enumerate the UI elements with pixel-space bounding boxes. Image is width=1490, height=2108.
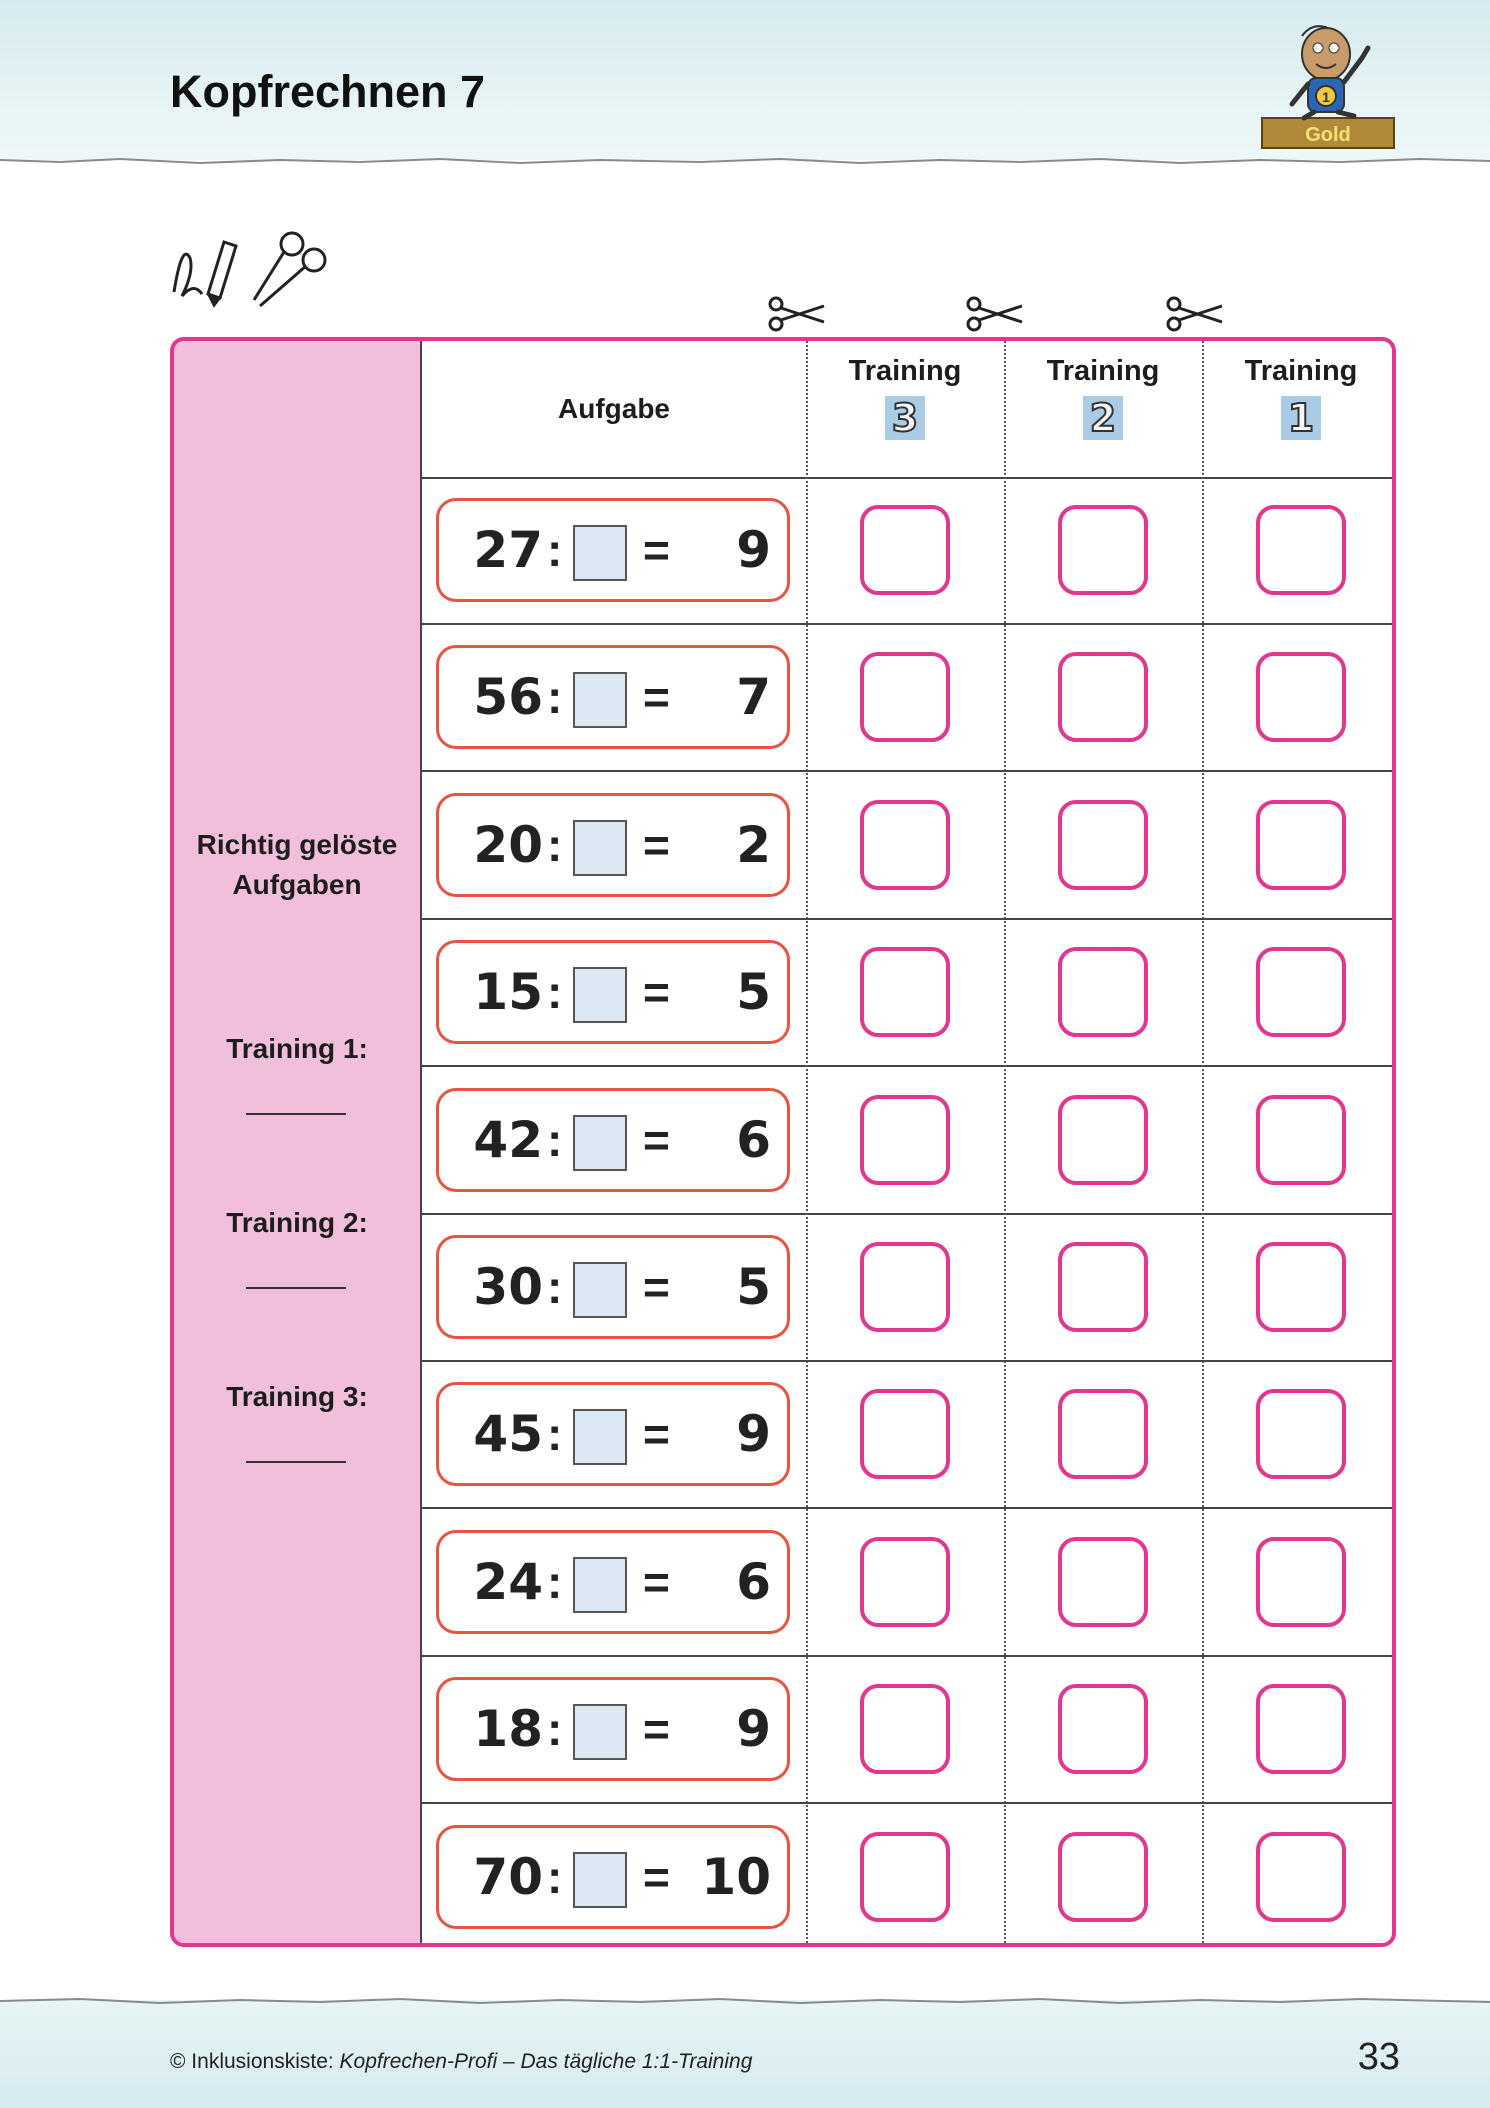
dividend: 27 [473, 521, 543, 579]
training-3-answer-box[interactable] [860, 800, 950, 890]
training-header-2 [1004, 341, 1202, 477]
division-sign: : [547, 818, 563, 871]
aufgabe-header: Aufgabe [558, 393, 670, 424]
dividend: 70 [473, 1847, 543, 1906]
answer-box[interactable] [573, 672, 627, 728]
task-row [422, 1361, 1396, 1509]
badge-label: Gold [1305, 124, 1351, 146]
side-training-2-label: Training 2: [226, 1207, 368, 1238]
division-sign: : [547, 1113, 563, 1166]
equals-sign: = [643, 1703, 670, 1756]
task-equation [436, 1235, 790, 1339]
worksheet-table [170, 337, 1396, 1947]
result: 2 [736, 815, 771, 874]
task-row [422, 477, 1396, 625]
division-sign: : [547, 1408, 563, 1461]
task-row [422, 1656, 1396, 1804]
equals-sign: = [643, 524, 670, 576]
equals-sign: = [643, 1555, 670, 1608]
training-2-answer-box[interactable] [1058, 1684, 1148, 1774]
answer-box[interactable] [573, 1262, 627, 1318]
side-training-3-label: Training 3: [226, 1381, 368, 1412]
training-3-answer-box[interactable] [860, 1242, 950, 1332]
task-row [422, 1214, 1396, 1362]
mascot-gold-medal-icon [1258, 18, 1398, 153]
answer-box[interactable] [573, 967, 627, 1023]
training-1-answer-box[interactable] [1256, 1684, 1346, 1774]
training-header-label: Training [1244, 355, 1358, 387]
answer-box[interactable] [573, 1115, 627, 1171]
task-equation [436, 1530, 790, 1634]
training-3-answer-box[interactable] [860, 1537, 950, 1627]
training-3-score-line[interactable] [246, 1461, 346, 1463]
result: 9 [736, 1405, 771, 1464]
result: 6 [736, 1552, 771, 1611]
task-equation [436, 1382, 790, 1486]
copyright-prefix: © Inklusionskiste: [170, 2050, 340, 2073]
training-2-answer-box[interactable] [1058, 1242, 1148, 1332]
torn-edge-bottom [0, 1996, 1490, 2006]
result: 6 [736, 1110, 771, 1169]
training-1-answer-box[interactable] [1256, 1389, 1346, 1479]
answer-box[interactable] [573, 820, 627, 876]
dividend: 24 [473, 1552, 543, 1611]
task-equation [436, 645, 790, 749]
training-1-answer-box[interactable] [1256, 1242, 1346, 1332]
training-3-answer-box[interactable] [860, 947, 950, 1037]
task-equation [436, 498, 790, 602]
training-2-answer-box[interactable] [1058, 947, 1148, 1037]
page-title: Kopfrechnen 7 [170, 66, 486, 117]
training-1-answer-box[interactable] [1256, 505, 1346, 595]
division-sign: : [547, 1850, 563, 1903]
training-number-badge: 2 [1083, 396, 1123, 440]
training-2-answer-box[interactable] [1058, 800, 1148, 890]
side-heading-line2: Aufgaben [232, 869, 362, 900]
torn-edge-top [0, 156, 1490, 166]
training-1-score-line[interactable] [246, 1113, 346, 1115]
result: 5 [736, 1258, 771, 1316]
training-2-answer-box[interactable] [1058, 1389, 1148, 1479]
task-row [422, 624, 1396, 772]
training-2-answer-box[interactable] [1058, 1095, 1148, 1185]
pencil-write-icon [174, 242, 236, 306]
cut-line-3 [1202, 341, 1204, 1943]
side-heading-line1: Richtig gelöste [196, 829, 398, 860]
task-equation [436, 940, 790, 1044]
training-number-badge: 1 [1281, 396, 1321, 440]
scissors-icon-cut-3 [1160, 292, 1226, 338]
table-header-row [422, 341, 1396, 479]
medal-rank: 1 [1322, 89, 1330, 105]
training-1-answer-box[interactable] [1256, 1095, 1346, 1185]
training-number-badge: 3 [885, 396, 925, 440]
task-equation [436, 1825, 790, 1929]
task-row [422, 1509, 1396, 1657]
equals-sign: = [643, 818, 670, 871]
task-row [422, 1067, 1396, 1215]
equals-sign: = [643, 1113, 670, 1166]
tool-icons [168, 222, 338, 312]
division-sign: : [547, 524, 563, 576]
training-3-answer-box[interactable] [860, 505, 950, 595]
training-3-answer-box[interactable] [860, 1389, 950, 1479]
training-3-answer-box[interactable] [860, 1832, 950, 1922]
dividend: 45 [473, 1405, 543, 1464]
dividend: 20 [473, 815, 543, 874]
training-1-answer-box[interactable] [1256, 947, 1346, 1037]
answer-box[interactable] [573, 1704, 627, 1760]
result: 9 [736, 1700, 771, 1759]
dividend: 30 [473, 1258, 543, 1316]
task-equation [436, 1088, 790, 1192]
training-3-answer-box[interactable] [860, 1684, 950, 1774]
equals-sign: = [643, 1261, 670, 1313]
training-2-answer-box[interactable] [1058, 1537, 1148, 1627]
dividend: 18 [473, 1700, 543, 1759]
cut-line-1 [806, 341, 808, 1943]
training-2-answer-box[interactable] [1058, 1832, 1148, 1922]
training-2-answer-box[interactable] [1058, 652, 1148, 742]
answer-box[interactable] [573, 1409, 627, 1465]
scissors-icon [254, 233, 325, 306]
training-1-answer-box[interactable] [1256, 800, 1346, 890]
division-sign: : [547, 966, 563, 1019]
training-1-answer-box[interactable] [1256, 1832, 1346, 1922]
cut-line-2 [1004, 341, 1006, 1943]
dividend: 15 [473, 963, 543, 1022]
scissors-icon-cut-2 [960, 292, 1026, 338]
task-row [422, 919, 1396, 1067]
result: 9 [736, 521, 771, 579]
training-2-answer-box[interactable] [1058, 505, 1148, 595]
answer-box[interactable] [573, 525, 627, 581]
equals-sign: = [643, 1408, 670, 1461]
training-header-label: Training [848, 355, 962, 387]
task-equation [436, 1677, 790, 1781]
answer-box[interactable] [573, 1557, 627, 1613]
training-2-score-line[interactable] [246, 1287, 346, 1289]
result: 5 [736, 963, 771, 1022]
division-sign: : [547, 671, 563, 724]
dividend: 42 [473, 1110, 543, 1169]
training-header-label: Training [1046, 355, 1160, 387]
side-panel [174, 341, 422, 1943]
training-header-1 [1202, 341, 1396, 477]
side-training-1-label: Training 1: [226, 1033, 368, 1064]
page-number: 33 [1357, 2036, 1400, 2078]
task-row [422, 772, 1396, 920]
division-sign: : [547, 1555, 563, 1608]
training-3-answer-box[interactable] [860, 652, 950, 742]
dividend: 56 [473, 668, 543, 727]
training-header-3 [806, 341, 1004, 477]
training-1-answer-box[interactable] [1256, 652, 1346, 742]
result: 10 [701, 1847, 771, 1906]
division-sign: : [547, 1703, 563, 1756]
equals-sign: = [643, 966, 670, 1019]
task-row [422, 1804, 1396, 1947]
footer-copyright [170, 2050, 752, 2074]
answer-box[interactable] [573, 1852, 627, 1908]
task-equation [436, 793, 790, 897]
equals-sign: = [643, 1850, 670, 1903]
division-sign: : [547, 1261, 563, 1313]
training-1-answer-box[interactable] [1256, 1537, 1346, 1627]
scissors-icon-cut-1 [762, 292, 828, 338]
book-title: Kopfrechen-Profi – Das tägliche 1:1-Training [339, 2050, 753, 2073]
result: 7 [736, 668, 771, 727]
equals-sign: = [643, 671, 670, 724]
training-3-answer-box[interactable] [860, 1095, 950, 1185]
